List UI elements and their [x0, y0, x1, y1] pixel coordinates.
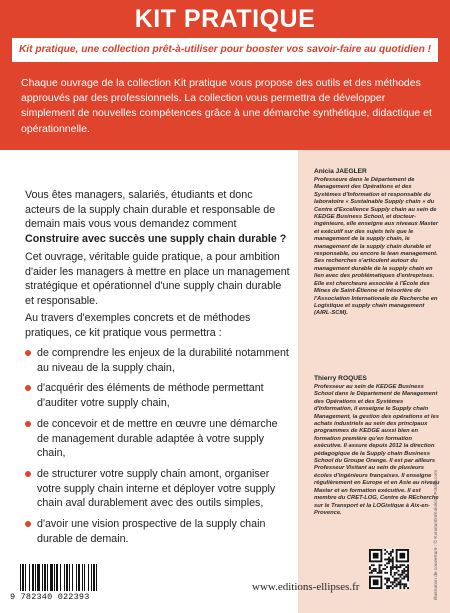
qr-code-icon: [369, 549, 409, 589]
list-item: de concevoir et de mettre en œuvre une démarche de management durable adaptée à votre supply chain,: [25, 417, 290, 461]
intro-paragraph: [25, 188, 290, 247]
qr-code[interactable]: [369, 549, 409, 589]
author-block: [314, 375, 440, 517]
header-band: [0, 0, 450, 150]
list-item: d'avoir une vision prospective de la supply chain durable de demain.: [25, 517, 290, 546]
collection-intro: Chaque ouvrage de la collection Kit pratique vous propose des outils et des méthodes approuvés par des professionnels. La collection vous permettra de développer simplement de nouvelles compétences grâce à une démarche synthétique, didactique et opérationnelle.: [21, 77, 432, 135]
collection-title: KIT PRATIQUE: [134, 5, 316, 33]
authors-sidebar: [298, 150, 450, 613]
isbn-digits: 9 782340 022393: [10, 592, 90, 602]
bullet-dot: [25, 385, 31, 391]
publisher-website[interactable]: www.editions-ellipses.fr: [252, 581, 360, 593]
author-name: Thierry ROQUES: [314, 375, 367, 382]
bullet-dot: [25, 471, 31, 477]
benefits-list: [25, 346, 290, 552]
list-item: de comprendre les enjeux de la durabilité notamment au niveau de la supply chain,: [25, 346, 290, 375]
main-description: [0, 150, 298, 613]
purpose-paragraph: Cet ouvrage, véritable guide pratique, a pour ambition d'aider les managers à mettre en place un management stratégique et opérationnel d'une supply chain durable et responsable.: [25, 251, 290, 308]
collection-tagline: Kit pratique, une collection prêt-à-utiliser pour booster vos savoir-faire au quotidien !: [12, 38, 438, 62]
methods-paragraph: Au travers d'exemples concrets et de méthodes pratiques, ce kit pratique vous permettra :: [25, 312, 251, 339]
author-block: [314, 168, 440, 318]
bullet-dot: [25, 421, 31, 427]
key-question: Construire avec succès une supply chain durable ?: [25, 233, 287, 246]
intro-text: Vous êtes managers, salariés, étudiants et donc acteurs de la supply chain durable et responsable de demain mais vous vous demandez comment: [25, 189, 276, 231]
list-item: d'acquérir des éléments de méthode permettant d'auditer votre supply chain,: [25, 381, 290, 410]
barcode-bars: [20, 564, 124, 591]
cover-credit: Illustration de couverture : © Konstantin/Kolokin - Fotolia.com: [434, 469, 439, 600]
bullet-dot: [25, 350, 31, 356]
bullet-dot: [25, 521, 31, 527]
author-name: Anicia JAEGLER: [314, 168, 367, 175]
author-bio: Professeur au sein de KEDGE Business School dans le Département de Management des Opérations et des Systèmes d'Information, il enseigne le Supply chain Management, la gestion des opérations et les achats industriels au sein des principaux programmes de KEDGE aussi bien en formation première qu'en formation exécutive. Il assure depuis 2012 la direction pédagogique de la Supply chain Business School du Groupe Orange. Il est par ailleurs Professeur Visitant au sein de plusieurs écoles d'ingénieurs françaises. Il enseigne régulièrement en Europe et en Asie au niveau Master et en formation exécutive. Il est membre du CRET-LOG, Centre de REcherche sur le Transport et la LOGistique à Aix-en-Provence.: [314, 384, 440, 516]
list-item: de structurer votre supply chain amont, organiser votre supply chain interne et déployer votre supply chain aval durablement avec des outils simples,: [25, 467, 290, 511]
author-bio: Professeure dans le Département de Management des Opérations et des Systèmes d'Information et responsable du laboratoire « Sustainable Supply chain » du Centre d'Excellence Supply chain au sein de KEDGE Business School, et docteur-ingénieure, elle enseigne aux niveaux Master et exécutif sur des sujets tels que le management de la supply chain, le management de la supply chain durable et responsable, ou encore le lean management. Ses recherches s'articulent autour du management durable de la supply chain en lien avec des problématiques d'entreprises. Elle est chercheure associée à l'École des Mines de Saint-Étienne et trésorière de l'Association Internationale de Recherche en Logistique et supply chain management (AIRL-SCM).: [314, 177, 439, 317]
isbn-barcode: [10, 562, 126, 602]
